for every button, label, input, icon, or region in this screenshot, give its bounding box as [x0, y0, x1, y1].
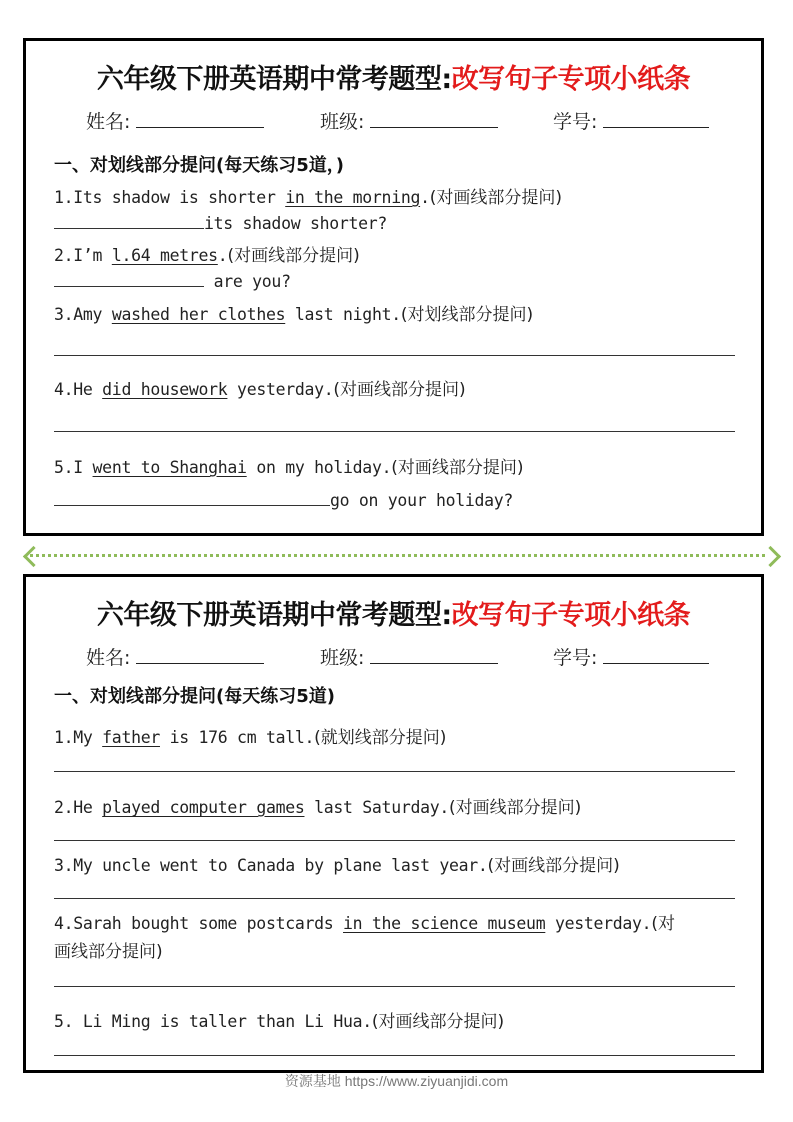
student-id-field[interactable]	[553, 107, 709, 134]
section-title: 一、对划线部分提问(每天练习5道，)	[54, 155, 344, 176]
worksheet-card-2	[23, 574, 764, 1073]
question-4-continued: 画线部分提问)	[54, 942, 163, 962]
answer-blank[interactable]	[54, 212, 204, 229]
title-main: 六年级下册英语期中常考题型:	[96, 600, 452, 631]
title-highlight: 改写句子专项小纸条	[451, 64, 691, 95]
question-1: 1.My father is 176 cm tall.(就划线部分提问)	[54, 728, 447, 748]
title-highlight: 改写句子专项小纸条	[451, 600, 691, 631]
question-5: 5.I went to Shanghai on my holiday.(对画线部分提问)	[54, 458, 524, 478]
name-field[interactable]	[86, 107, 264, 134]
underlined-phrase: washed her clothes	[111, 305, 286, 324]
worksheet-card-1	[23, 38, 764, 536]
class-blank[interactable]	[370, 109, 498, 128]
footer-watermark: 资源基地 https://www.ziyuanjidi.com	[284, 1073, 509, 1089]
answer-line-3[interactable]	[54, 355, 735, 356]
question-5: 5. Li Ming is taller than Li Hua.(对画线部分提问)	[54, 1012, 505, 1032]
underlined-phrase: in the science museum	[343, 914, 546, 933]
answer-blank[interactable]	[54, 489, 330, 506]
question-2: 2.I’m l.64 metres.(对画线部分提问)	[54, 246, 360, 266]
underlined-phrase: father	[102, 728, 160, 747]
underlined-phrase: went to Shanghai	[92, 458, 247, 477]
arrow-left-icon	[23, 546, 44, 567]
question-2: 2.He played computer games last Saturday.(对画线部分提问)	[54, 798, 582, 818]
class-label: 班级:	[320, 111, 365, 133]
student-id-blank[interactable]	[603, 645, 709, 664]
student-id-label: 学号:	[553, 647, 598, 669]
worksheet-title	[26, 593, 761, 632]
name-blank[interactable]	[136, 645, 264, 664]
student-info-fields	[26, 643, 761, 673]
question-1: 1.Its shadow is shorter in the morning.(对画线部分提问)	[54, 188, 562, 208]
name-label: 姓名:	[86, 111, 131, 133]
dotted-cut-line	[30, 554, 765, 557]
question-4: 4.Sarah bought some postcards in the science museum yesterday.(对	[54, 914, 675, 934]
question-2-answer[interactable]: are you?	[54, 270, 291, 291]
class-field[interactable]	[320, 107, 498, 134]
answer-line-5[interactable]	[54, 1055, 735, 1056]
class-blank[interactable]	[370, 645, 498, 664]
question-3: 3.My uncle went to Canada by plane last year.(对画线部分提问)	[54, 856, 620, 876]
arrow-right-icon	[760, 546, 781, 567]
section-title: 一、对划线部分提问(每天练习5道)	[54, 686, 335, 707]
answer-blank[interactable]	[54, 270, 204, 287]
question-3: 3.Amy washed her clothes last night.(对划线部分提问)	[54, 305, 534, 325]
name-blank[interactable]	[136, 109, 264, 128]
question-5-answer[interactable]: go on your holiday?	[54, 489, 513, 510]
name-label: 姓名:	[86, 647, 131, 669]
student-id-label: 学号:	[553, 111, 598, 133]
title-main: 六年级下册英语期中常考题型:	[96, 64, 452, 95]
answer-line-3[interactable]	[54, 898, 735, 899]
answer-line-2[interactable]	[54, 840, 735, 841]
underlined-phrase: did housework	[102, 380, 228, 399]
worksheet-title	[26, 57, 761, 96]
name-field[interactable]	[86, 643, 264, 670]
underlined-phrase: l.64 metres	[111, 246, 218, 265]
question-4: 4.He did housework yesterday.(对画线部分提问)	[54, 380, 466, 400]
class-field[interactable]	[320, 643, 498, 670]
student-id-blank[interactable]	[603, 109, 709, 128]
answer-line-4[interactable]	[54, 986, 735, 987]
class-label: 班级:	[320, 647, 365, 669]
answer-line-4[interactable]	[54, 431, 735, 432]
student-id-field[interactable]	[553, 643, 709, 670]
question-1-answer[interactable]: its shadow shorter?	[54, 212, 387, 233]
underlined-phrase: played computer games	[102, 798, 305, 817]
underlined-phrase: in the morning	[285, 188, 421, 207]
student-info-fields	[26, 107, 761, 137]
answer-line-1[interactable]	[54, 771, 735, 772]
